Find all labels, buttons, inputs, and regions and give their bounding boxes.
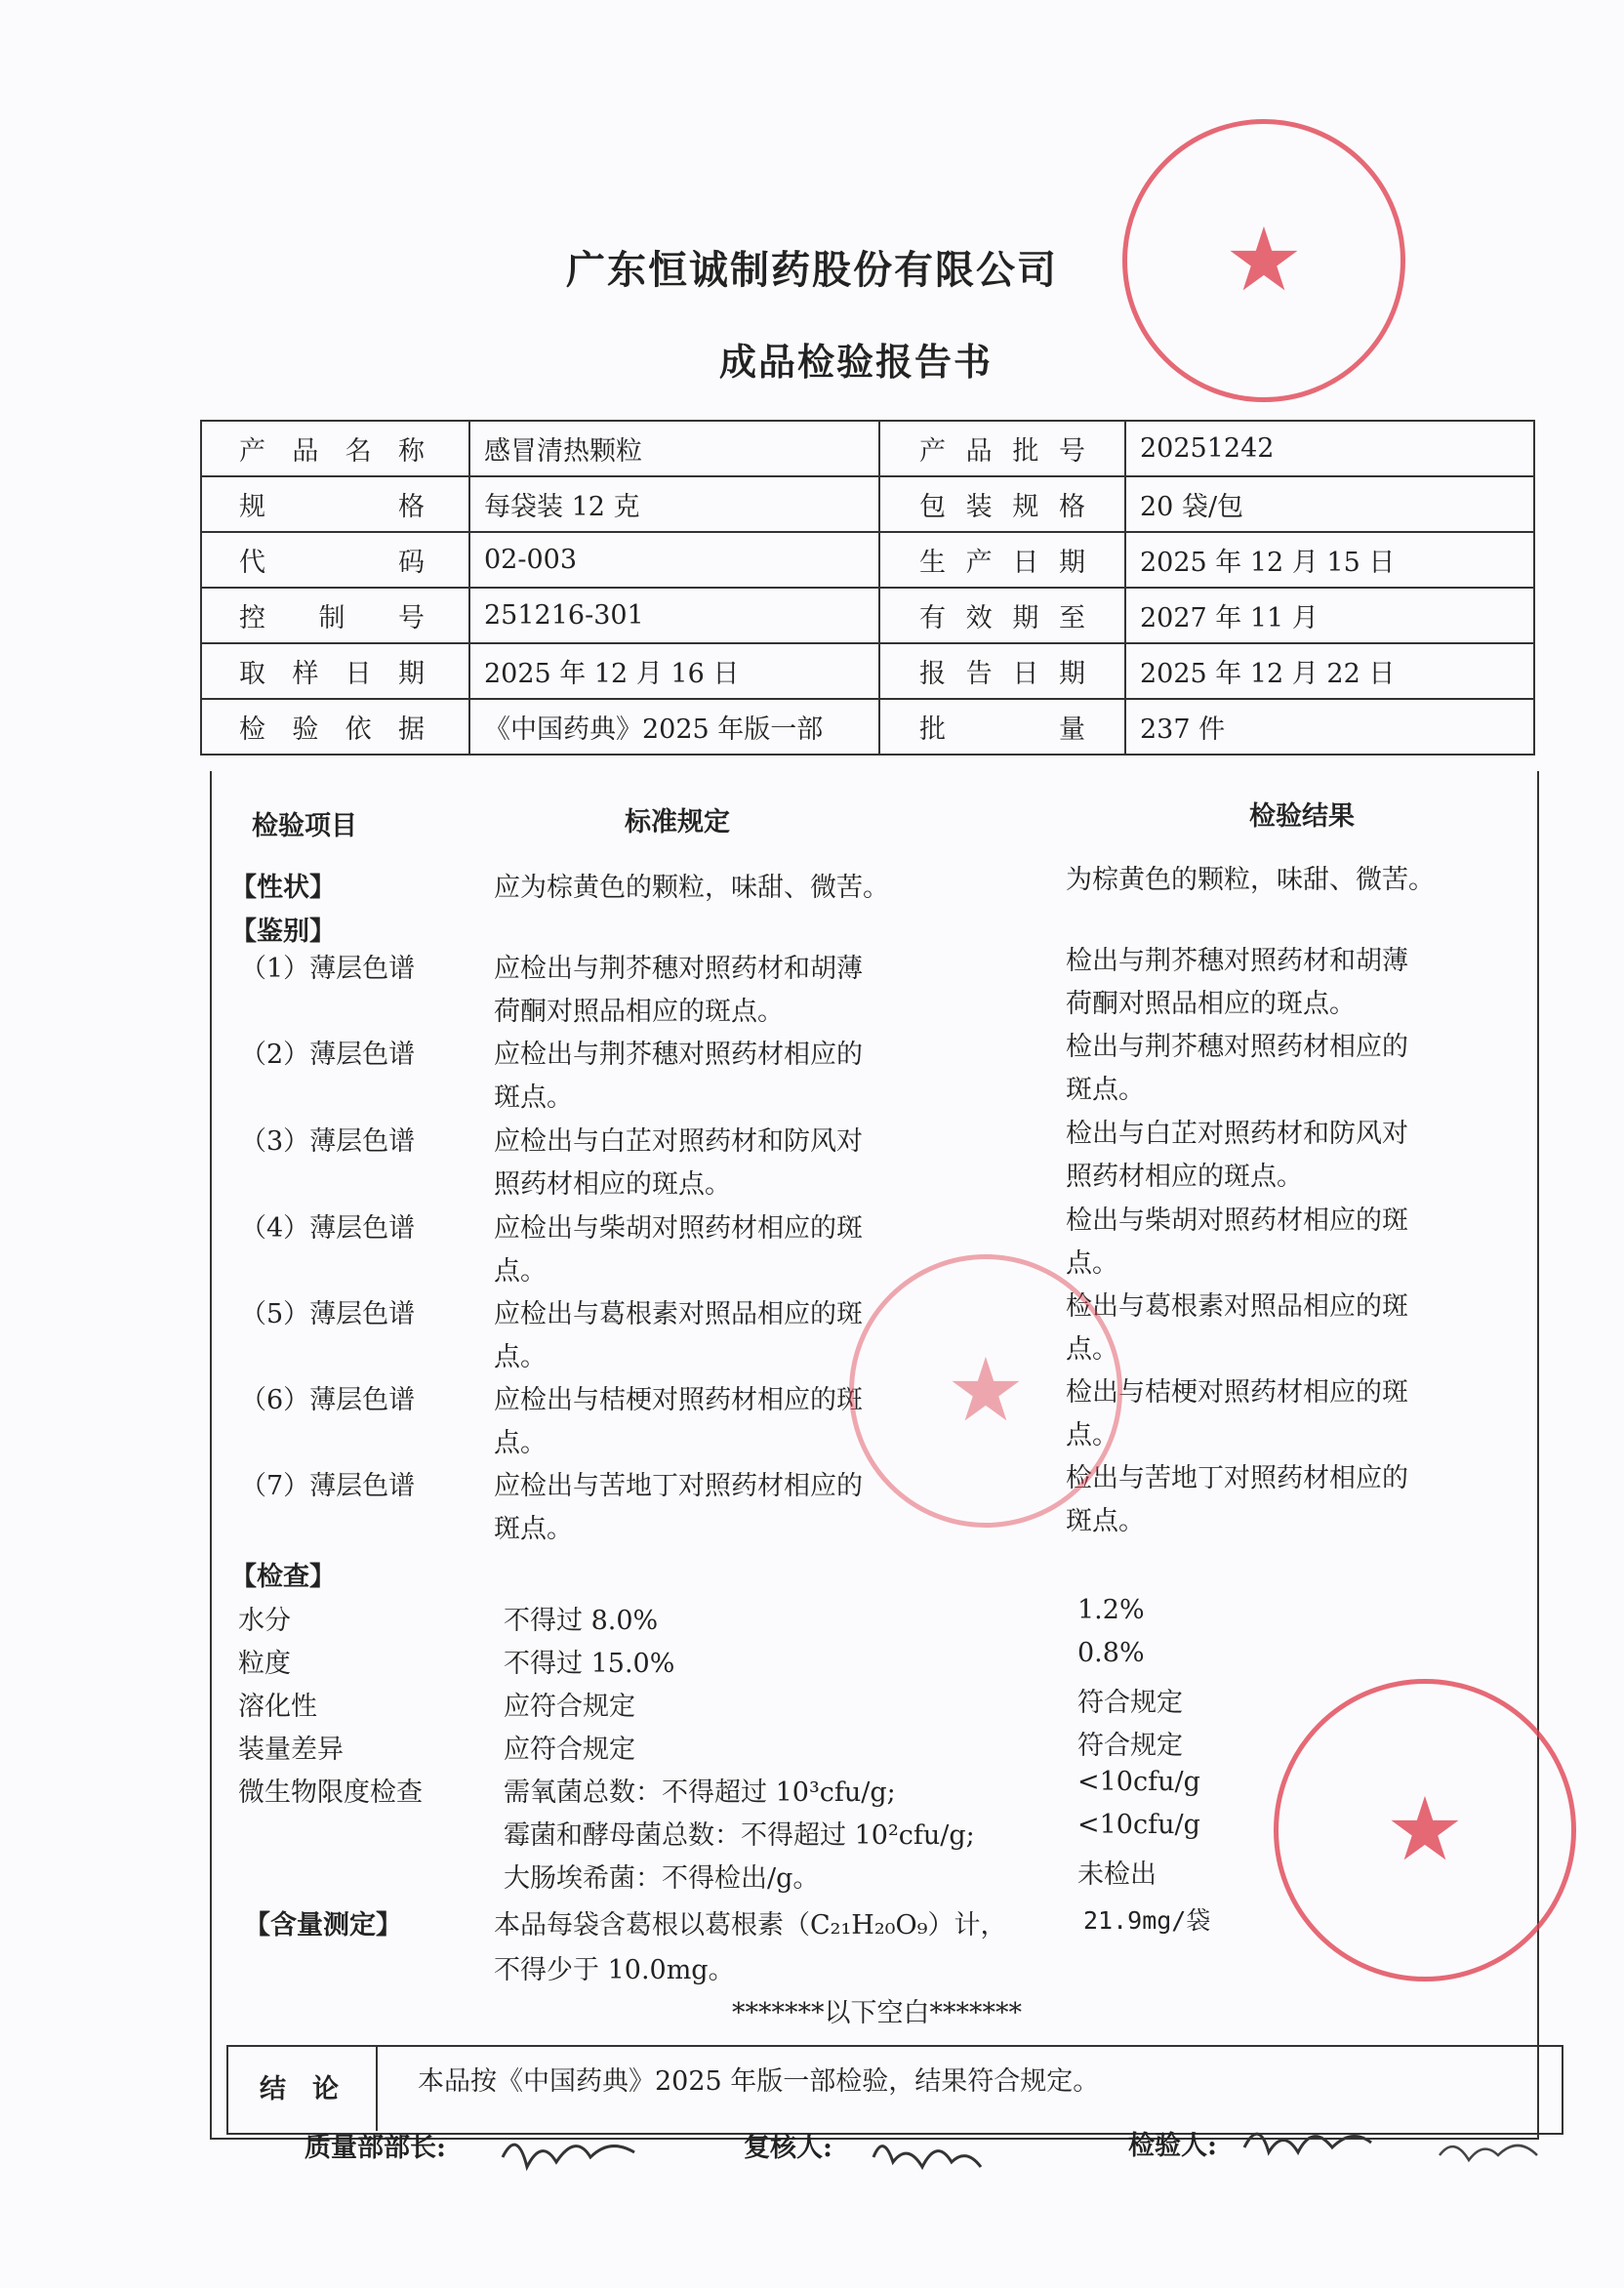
standard-text: 荷酮对照品相应的斑点。: [494, 997, 784, 1027]
header-result: 检验结果: [1249, 801, 1355, 832]
check-item: 溶化性: [238, 1692, 317, 1722]
code: 02-003: [469, 532, 879, 588]
check-item: 装量差异: [238, 1735, 344, 1765]
check-result: 未检出: [1077, 1859, 1157, 1890]
standard-text: 应为棕黄色的颗粒，味甜、微苦。: [494, 873, 889, 903]
stamp-star-icon: ★: [946, 1339, 1026, 1442]
check-result: <10cfu/g: [1077, 1767, 1200, 1797]
quality-control-stamp: [1274, 1679, 1576, 1982]
batch-number: 20251242: [1125, 421, 1534, 476]
reviewer-signature-label: 复核人:: [744, 2133, 832, 2163]
result-text: 检出与柴胡对照药材相应的斑: [1066, 1205, 1408, 1236]
conclusion-divider: [376, 2045, 378, 2131]
check-result: 0.8%: [1077, 1638, 1145, 1668]
head-signature: [498, 2118, 644, 2196]
pack: 20 袋/包: [1125, 476, 1534, 532]
blank-line: *******以下空白*******: [732, 1998, 1022, 2028]
conclusion-label: 结 论: [260, 2074, 339, 2104]
check-standard: 应符合规定: [504, 1692, 635, 1722]
result-text: 检出与苦地丁对照药材相应的: [1066, 1463, 1408, 1493]
faded-inspection-stamp: [849, 1254, 1122, 1528]
check-result: <10cfu/g: [1077, 1810, 1200, 1840]
check-standard: 霉菌和酵母菌总数：不得超过 10²cfu/g;: [504, 1820, 975, 1851]
result-item: （5）薄层色谱: [240, 1299, 416, 1329]
result-item: 【鉴别】: [230, 917, 336, 947]
result-text: 检出与白芷对照药材和防风对: [1066, 1119, 1408, 1149]
checks-label: 【检查】: [230, 1562, 336, 1592]
batch-label: 产品批号: [879, 421, 1125, 476]
sample-date-label: 取样日期: [201, 643, 469, 699]
check-result: 符合规定: [1077, 1731, 1183, 1761]
result-item: （7）薄层色谱: [240, 1471, 416, 1501]
qty-label: 批量: [879, 699, 1125, 755]
spec-label: 规格: [201, 476, 469, 532]
result-text: 点。: [1066, 1334, 1118, 1365]
result-item: （3）薄层色谱: [240, 1126, 416, 1157]
result-text: 点。: [1066, 1248, 1118, 1279]
standard-text: 应检出与苦地丁对照药材相应的: [494, 1471, 863, 1501]
standard-text: 应检出与柴胡对照药材相应的斑: [494, 1213, 863, 1244]
control-label: 控制号: [201, 588, 469, 643]
report-date: 2025 年 12 月 22 日: [1125, 643, 1534, 699]
check-item: 水分: [238, 1606, 291, 1636]
basis: 《中国药典》2025 年版一部: [469, 699, 879, 755]
conclusion-text: 本品按《中国药典》2025 年版一部检验，结果符合规定。: [418, 2066, 1100, 2097]
header-item: 检验项目: [252, 811, 357, 841]
check-standard: 大肠埃希菌：不得检出/g。: [504, 1863, 820, 1894]
spec: 每袋装 12 克: [469, 476, 879, 532]
result-text: 荷酮对照品相应的斑点。: [1066, 989, 1356, 1019]
result-text: 为棕黄色的颗粒，味甜、微苦。: [1066, 865, 1435, 895]
standard-text: 应检出与葛根素对照品相应的斑: [494, 1299, 863, 1329]
check-standard: 需氧菌总数：不得超过 10³cfu/g;: [504, 1777, 896, 1808]
standard-text: 点。: [494, 1428, 547, 1458]
check-standard: 不得过 8.0%: [504, 1606, 659, 1636]
company-name: 广东恒诚制药股份有限公司: [566, 247, 1058, 293]
expiry-date: 2027 年 11 月: [1125, 588, 1534, 643]
assay-standard-1: 本品每袋含葛根以葛根素（C₂₁H₂₀O₉）计，: [494, 1910, 1007, 1941]
result-text: 斑点。: [1066, 1075, 1145, 1105]
result-item: （2）薄层色谱: [240, 1040, 416, 1070]
standard-text: 应检出与桔梗对照药材相应的斑: [494, 1385, 863, 1415]
result-text: 检出与葛根素对照品相应的斑: [1066, 1291, 1408, 1322]
company-inspection-stamp: [1122, 119, 1405, 402]
extra-signature: [1435, 2126, 1542, 2185]
check-item: 微生物限度检查: [238, 1777, 423, 1808]
check-standard: 应符合规定: [504, 1735, 635, 1765]
result-item: 【性状】: [230, 873, 336, 903]
stamp-star-icon: ★: [1385, 1778, 1465, 1881]
standard-text: 应检出与荆芥穗对照药材和胡薄: [494, 954, 863, 984]
standard-text: 点。: [494, 1342, 547, 1372]
basis-label: 检验依据: [201, 699, 469, 755]
result-text: 检出与荆芥穗对照药材和胡薄: [1066, 946, 1408, 976]
check-result: 1.2%: [1077, 1595, 1145, 1625]
inspector-signature: [1239, 2113, 1376, 2182]
standard-text: 应检出与荆芥穗对照药材相应的: [494, 1040, 863, 1070]
report-date-label: 报告日期: [879, 643, 1125, 699]
result-text: 点。: [1066, 1420, 1118, 1450]
reviewer-signature: [869, 2128, 986, 2196]
report-title: 成品检验报告书: [718, 340, 993, 384]
result-text: 检出与荆芥穗对照药材相应的: [1066, 1032, 1408, 1062]
assay-label: 【含量测定】: [244, 1910, 402, 1941]
standard-text: 斑点。: [494, 1514, 573, 1544]
result-item: （6）薄层色谱: [240, 1385, 416, 1415]
sample-date: 2025 年 12 月 16 日: [469, 643, 879, 699]
result-text: 检出与桔梗对照药材相应的斑: [1066, 1377, 1408, 1408]
assay-standard-2: 不得少于 10.0mg。: [494, 1955, 735, 1985]
mfg-date: 2025 年 12 月 15 日: [1125, 532, 1534, 588]
stamp-star-icon: ★: [1224, 209, 1304, 311]
pack-label: 包装规格: [879, 476, 1125, 532]
product-name: 感冒清热颗粒: [469, 421, 879, 476]
check-result: 符合规定: [1077, 1688, 1183, 1718]
code-label: 代码: [201, 532, 469, 588]
head-signature-label: 质量部部长:: [304, 2133, 446, 2163]
result-text: 斑点。: [1066, 1506, 1145, 1536]
quantity: 237 件: [1125, 699, 1534, 755]
standard-text: 斑点。: [494, 1083, 573, 1113]
product-name-label: 产品名称: [201, 421, 469, 476]
control-number: 251216-301: [469, 588, 879, 643]
check-standard: 不得过 15.0%: [504, 1649, 675, 1679]
assay-result: 21.9mg/袋: [1083, 1906, 1211, 1935]
check-item: 粒度: [238, 1649, 291, 1679]
expiry-label: 有效期至: [879, 588, 1125, 643]
header-standard: 标准规定: [625, 807, 730, 838]
mfg-date-label: 生产日期: [879, 532, 1125, 588]
result-item: （1）薄层色谱: [240, 954, 416, 984]
inspector-signature-label: 检验人:: [1128, 2131, 1217, 2161]
info-table: [200, 420, 1535, 756]
result-item: （4）薄层色谱: [240, 1213, 416, 1244]
standard-text: 应检出与白芷对照药材和防风对: [494, 1126, 863, 1157]
standard-text: 点。: [494, 1256, 547, 1287]
result-text: 照药材相应的斑点。: [1066, 1162, 1303, 1192]
standard-text: 照药材相应的斑点。: [494, 1169, 731, 1200]
